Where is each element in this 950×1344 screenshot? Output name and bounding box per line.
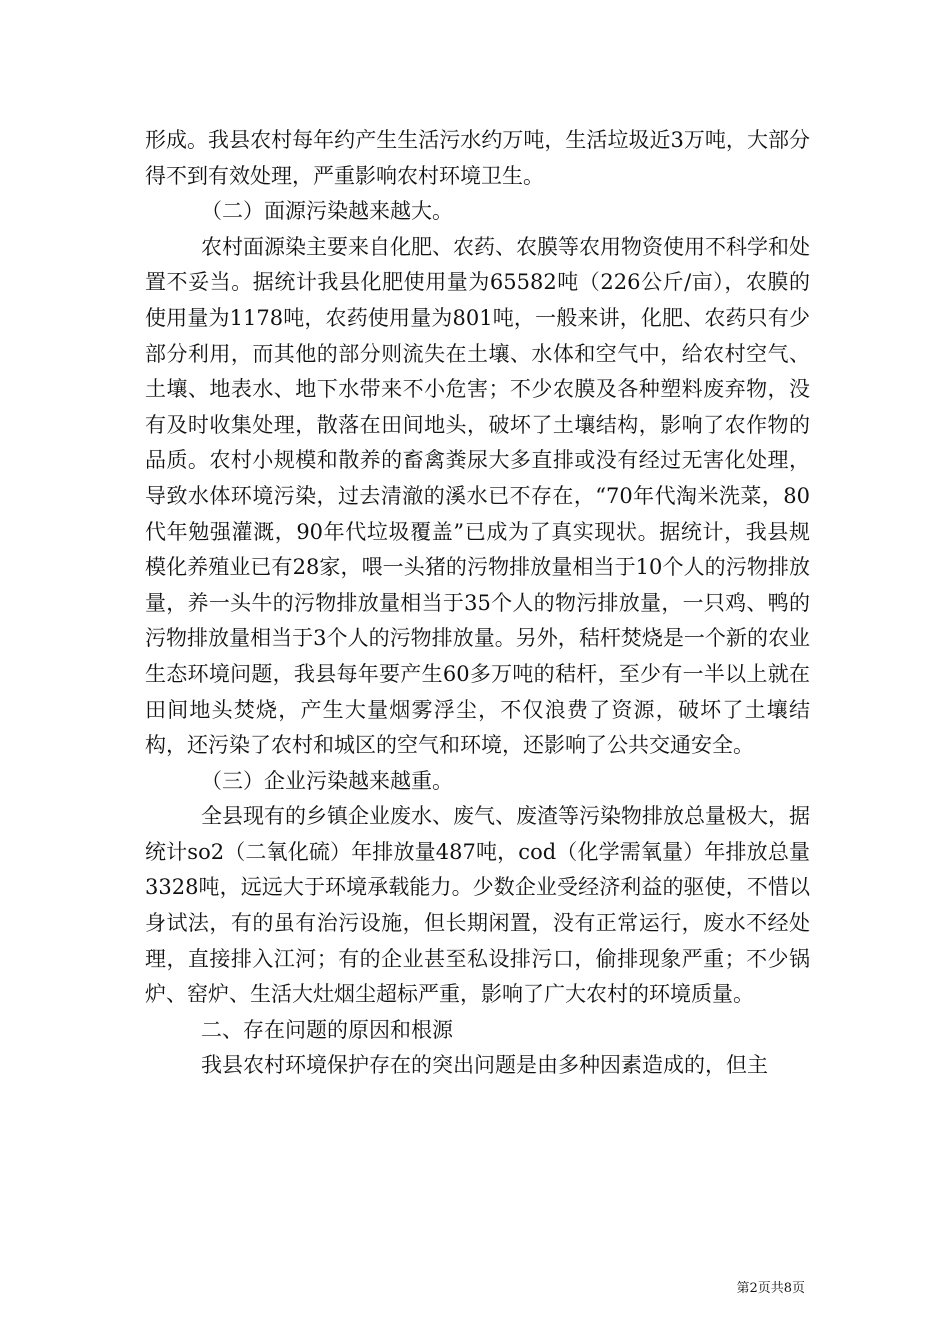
section-heading-causes: 二、存在问题的原因和根源 [201,1017,453,1042]
section-heading-3: （三）企业污染越来越重。 [201,768,453,793]
paragraph-industrial-pollution: 全县现有的乡镇企业废水、废气、废渣等污染物排放总量极大，据统计so2（二氧化硫）年排放量487吨，cod（化学需氧量）年排放总量3328吨，远远大于环境承载能力。少数企业受经济利益的驱使，不惜以身试法，有的虽有治污设施，但长期闲置，没有正常运行，废水不经处理，直接排入江河；有的企业甚至私设排污口，偷排现象严重；不少锅炉、窑炉、生活大灶烟尘超标严重，影响了广大农村的环境质量。 [145,804,810,1007]
paragraph-1: 形成。我县农村每年约产生生活污水约万吨，生活垃圾近3万吨，大部分得不到有效处理，严重影响农村环境卫生。 [145,128,810,188]
section-heading-2: （二）面源污染越来越大。 [201,199,453,224]
paragraph-causes: 我县农村环境保护存在的突出问题是由多种因素造成的，但主 [201,1053,768,1078]
document-body [145,123,810,1084]
page-number: 第2页共8页 [736,1281,805,1296]
paragraph-nonpoint-pollution: 农村面源染主要来自化肥、农药、农膜等农用物资使用不科学和处置不妥当。据统计我县化肥使用量为65582吨（226公斤/亩），农膜的使用量为1178吨，农药使用量为801吨，一般来讲，化肥、农药只有少部分利用，而其他的部分则流失在土壤、水体和空气中，给农村空气、土壤、地表水、地下水带来不小危害；不少农膜及各种塑料废弃物，没有及时收集处理，散落在田间地头，破坏了土壤结构，影响了农作物的品质。农村小规模和散养的畜禽粪尿大多直排或没有经过无害化处理，导致水体环境污染，过去清澈的溪水已不存在，“70年代淘米洗菜，80代年勉强灌溉，90年代垃圾覆盖”已成为了真实现状。据统计，我县规模化养殖业已有28家，喂一头猪的污物排放量相当于10个人的污物排放量，养一头牛的污物排放量相当于35个人的物污排放量，一只鸡、鸭的污物排放量相当于3个人的污物排放量。另外，秸杆焚烧是一个新的农业生态环境问题，我县每年要产生60多万吨的秸杆，至少有一半以上就在田间地头焚烧，产生大量烟雾浮尘，不仅浪费了资源，破坏了土壤结构，还污染了农村和城区的空气和环境，还影响了公共交通安全。 [145,234,810,758]
